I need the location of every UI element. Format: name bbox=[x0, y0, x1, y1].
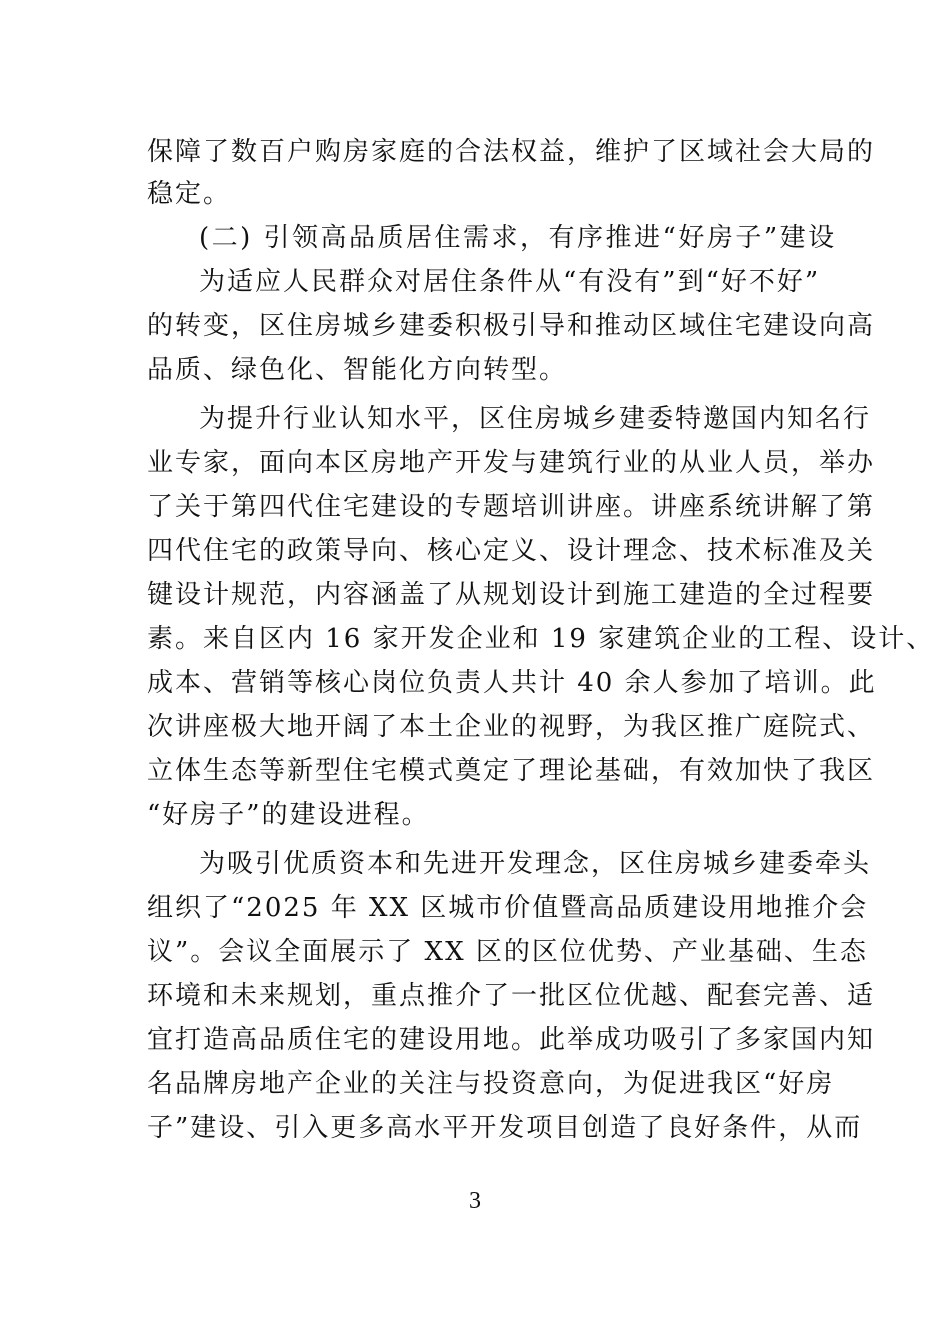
text-line: 议”。会议全面展示了 XX 区的区位优势、产业基础、生态 bbox=[147, 937, 868, 967]
text-line: 为吸引优质资本和先进开发理念，区住房城乡建委牵头 bbox=[199, 849, 872, 879]
text-line: 为适应人民群众对居住条件从“有没有”到“好不好” bbox=[199, 267, 821, 297]
text-line: 立体生态等新型住宅模式奠定了理论基础，有效加快了我区 bbox=[147, 756, 876, 786]
text-line: 素。来自区内 16 家开发企业和 19 家建筑企业的工程、设计、 bbox=[147, 624, 935, 654]
text-line: “好房子”的建设进程。 bbox=[147, 800, 430, 830]
text-line: 次讲座极大地开阔了本土企业的视野，为我区推广庭院式、 bbox=[147, 712, 876, 742]
text-line: 稳定。 bbox=[147, 179, 232, 209]
text-line: 键设计规范，内容涵盖了从规划设计到施工建造的全过程要 bbox=[147, 580, 876, 610]
page-number: 3 bbox=[469, 1188, 481, 1214]
text-line: 的转变，区住房城乡建委积极引导和推动区域住宅建设向高 bbox=[147, 311, 876, 341]
text-line: 了关于第四代住宅建设的专题培训讲座。讲座系统讲解了第 bbox=[147, 492, 876, 522]
text-line: 成本、营销等核心岗位负责人共计 40 余人参加了培训。此 bbox=[147, 668, 877, 698]
text-line: 子”建设、引入更多高水平开发项目创造了良好条件，从而 bbox=[147, 1113, 863, 1143]
text-line: 组织了“2025 年 XX 区城市价值暨高品质建设用地推介会 bbox=[147, 893, 869, 923]
section-heading: (二) 引领高品质居住需求，有序推进“好房子”建设 bbox=[199, 223, 837, 253]
text-line: 宜打造高品质住宅的建设用地。此举成功吸引了多家国内知 bbox=[147, 1025, 876, 1055]
text-line: 业专家，面向本区房地产开发与建筑行业的从业人员，举办 bbox=[147, 448, 876, 478]
text-line: 名品牌房地产企业的关注与投资意向，为促进我区“好房 bbox=[147, 1069, 835, 1099]
text-line: 四代住宅的政策导向、核心定义、设计理念、技术标准及关 bbox=[147, 536, 876, 566]
text-line: 环境和未来规划，重点推介了一批区位优越、配套完善、适 bbox=[147, 981, 876, 1011]
text-line: 保障了数百户购房家庭的合法权益，维护了区域社会大局的 bbox=[147, 137, 876, 167]
text-line: 品质、绿色化、智能化方向转型。 bbox=[147, 355, 568, 385]
text-line: 为提升行业认知水平，区住房城乡建委特邀国内知名行 bbox=[199, 404, 872, 434]
